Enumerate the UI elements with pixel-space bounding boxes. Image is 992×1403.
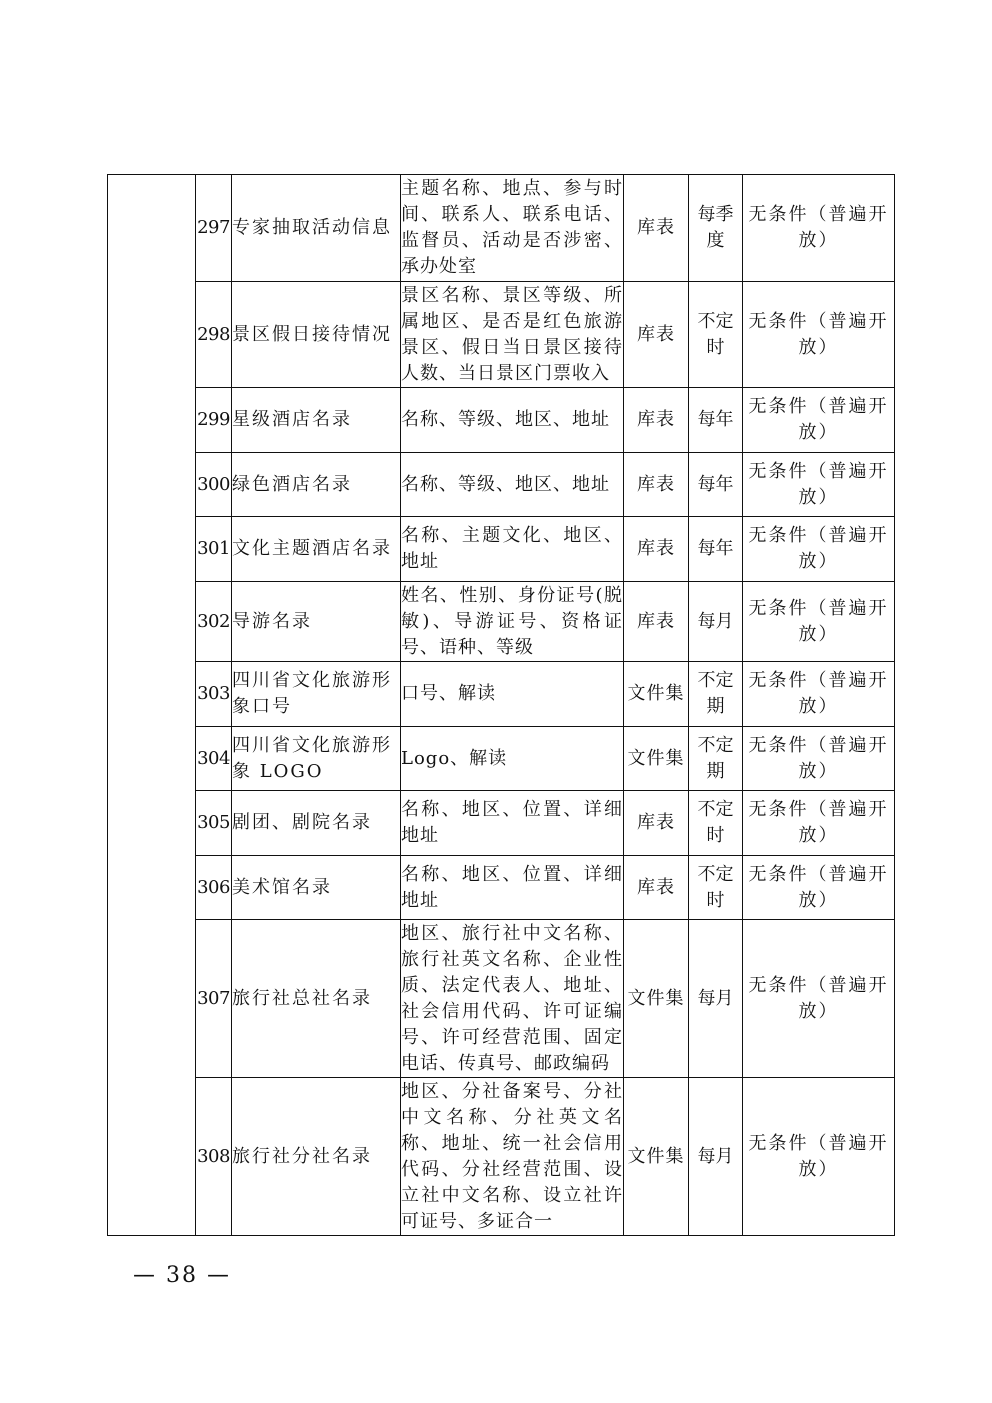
resource-name: 四川省文化旅游形象 LOGO [232,727,401,791]
update-frequency: 每年 [689,453,743,517]
data-format: 文件集 [624,662,689,727]
update-frequency: 不定期 [689,662,743,727]
data-items: Logo、解读 [401,727,624,791]
row-number: 304 [196,727,232,791]
table-row [108,791,895,856]
data-format: 库表 [624,856,689,920]
row-number: 306 [196,856,232,920]
resource-name: 专家抽取活动信息 [232,175,401,282]
row-number: 299 [196,388,232,453]
data-items: 名称、主题文化、地区、地址 [401,517,624,582]
data-items: 地区、旅行社中文名称、旅行社英文名称、企业性质、法定代表人、地址、社会信用代码、许可证编号、许可经营范围、固定电话、传真号、邮政编码 [401,920,624,1078]
resource-name: 绿色酒店名录 [232,453,401,517]
resource-name: 旅行社分社名录 [232,1078,401,1236]
data-items: 口号、解读 [401,662,624,727]
resource-name: 旅行社总社名录 [232,920,401,1078]
page-dash-left: — [133,1263,157,1288]
resource-name: 文化主题酒店名录 [232,517,401,582]
row-number: 297 [196,175,232,282]
sharing-type: 无条件（普遍开放） [743,453,895,517]
resource-name: 星级酒店名录 [232,388,401,453]
row-number: 301 [196,517,232,582]
sharing-type: 无条件（普遍开放） [743,582,895,662]
data-format: 库表 [624,282,689,388]
page-dash-right: — [207,1263,231,1288]
row-number: 308 [196,1078,232,1236]
sharing-type: 无条件（普遍开放） [743,727,895,791]
table-row [108,727,895,791]
page-number-value: 38 [166,1263,198,1288]
update-frequency: 每月 [689,1078,743,1236]
data-format: 文件集 [624,1078,689,1236]
sharing-type: 无条件（普遍开放） [743,517,895,582]
table-row [108,175,895,282]
table-row [108,388,895,453]
data-format: 库表 [624,388,689,453]
update-frequency: 每年 [689,517,743,582]
catalog-table [107,174,895,1236]
row-number: 305 [196,791,232,856]
data-items: 姓名、性别、身份证号(脱敏)、导游证号、资格证号、语种、等级 [401,582,624,662]
sharing-type: 无条件（普遍开放） [743,662,895,727]
update-frequency: 每月 [689,582,743,662]
sharing-type: 无条件（普遍开放） [743,388,895,453]
data-format: 库表 [624,453,689,517]
row-number: 300 [196,453,232,517]
table-row [108,662,895,727]
data-format: 文件集 [624,920,689,1078]
table-row [108,856,895,920]
update-frequency: 不定时 [689,856,743,920]
update-frequency: 不定期 [689,727,743,791]
data-items: 名称、等级、地区、地址 [401,453,624,517]
sharing-type: 无条件（普遍开放） [743,282,895,388]
data-items: 地区、分社备案号、分社中文名称、分社英文名称、地址、统一社会信用代码、分社经营范围、设立社中文名称、设立社许可证号、多证合一 [401,1078,624,1236]
table-row [108,453,895,517]
table-row [108,920,895,1078]
resource-name: 美术馆名录 [232,856,401,920]
update-frequency: 每月 [689,920,743,1078]
data-format: 库表 [624,582,689,662]
data-items: 景区名称、景区等级、所属地区、是否是红色旅游景区、假日当日景区接待人数、当日景区门票收入 [401,282,624,388]
data-items: 名称、等级、地区、地址 [401,388,624,453]
page-number [133,1263,231,1288]
table-row [108,582,895,662]
data-format: 库表 [624,791,689,856]
row-number: 307 [196,920,232,1078]
update-frequency: 每年 [689,388,743,453]
table-row [108,1078,895,1236]
table-row [108,517,895,582]
table-row [108,282,895,388]
sharing-type: 无条件（普遍开放） [743,920,895,1078]
resource-name: 剧团、剧院名录 [232,791,401,856]
sharing-type: 无条件（普遍开放） [743,175,895,282]
sharing-type: 无条件（普遍开放） [743,856,895,920]
data-items: 名称、地区、位置、详细地址 [401,856,624,920]
resource-name: 四川省文化旅游形象口号 [232,662,401,727]
resource-name: 景区假日接待情况 [232,282,401,388]
data-format: 文件集 [624,727,689,791]
update-frequency: 不定时 [689,791,743,856]
row-number: 303 [196,662,232,727]
data-items: 名称、地区、位置、详细地址 [401,791,624,856]
sharing-type: 无条件（普遍开放） [743,1078,895,1236]
sharing-type: 无条件（普遍开放） [743,791,895,856]
row-number: 298 [196,282,232,388]
category-cell [108,175,196,1236]
data-format: 库表 [624,517,689,582]
data-format: 库表 [624,175,689,282]
update-frequency: 每季度 [689,175,743,282]
resource-name: 导游名录 [232,582,401,662]
update-frequency: 不定时 [689,282,743,388]
data-items: 主题名称、地点、参与时间、联系人、联系电话、监督员、活动是否涉密、承办处室 [401,175,624,282]
row-number: 302 [196,582,232,662]
